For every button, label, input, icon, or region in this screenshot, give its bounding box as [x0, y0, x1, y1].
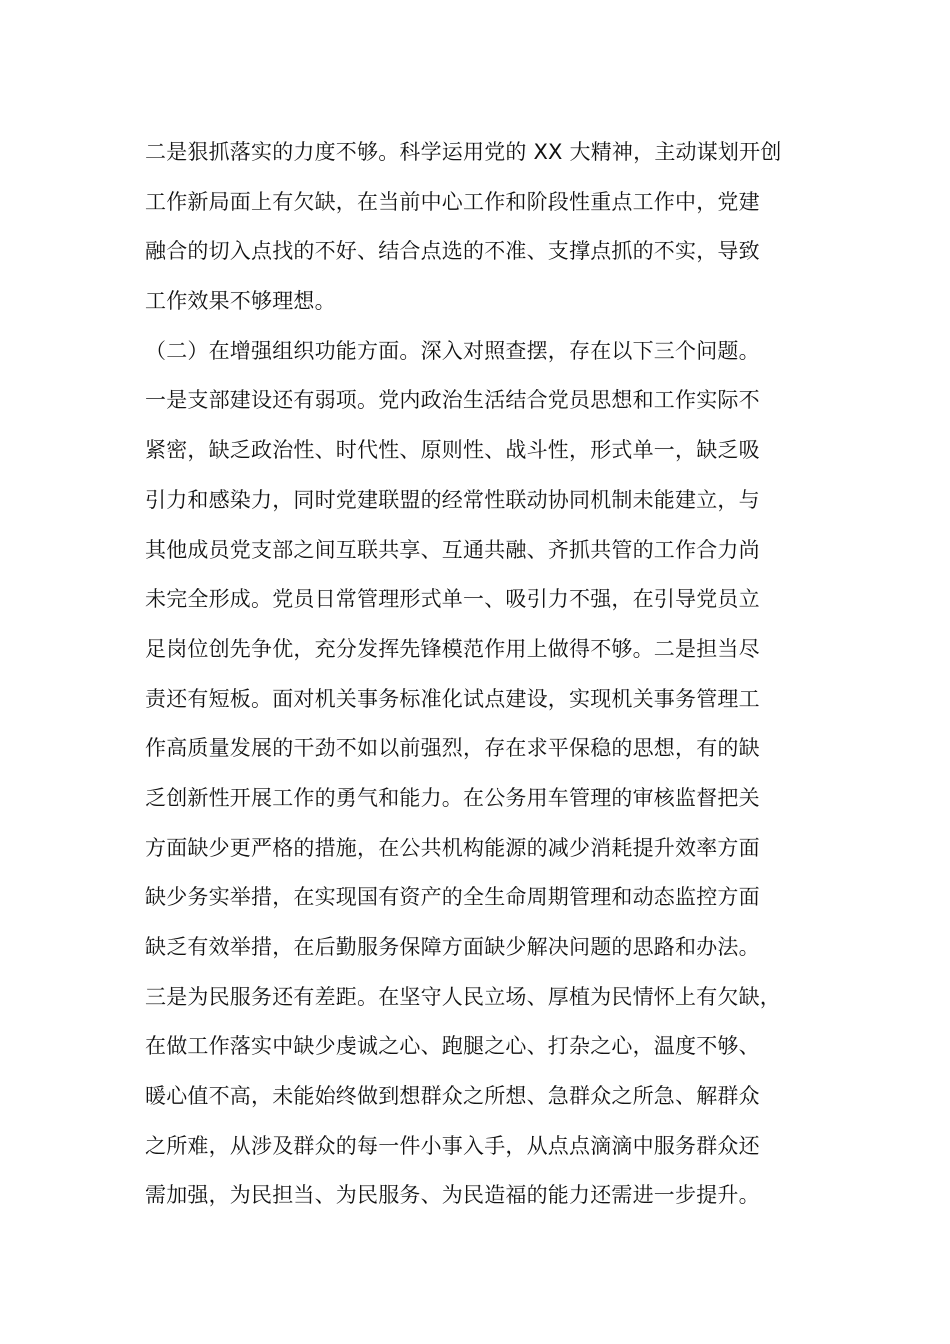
text-line: 暖心值不高，未能始终做到想群众之所想、急群众之所急、解群众 — [145, 1084, 760, 1109]
text-line: 缺乏有效举措，在后勤服务保障方面缺少解决问题的思路和办法。 — [145, 935, 760, 959]
text-line: 责还有短板。面对机关事务标准化试点建设，实现机关事务管理工 — [145, 686, 760, 711]
text-line: 之所难，从涉及群众的每一件小事入手，从点点滴滴中服务群众还 — [145, 1133, 760, 1158]
text-line: 未完全形成。党员日常管理形式单一、吸引力不强，在引导党员立 — [145, 587, 760, 612]
text-line: 其他成员党支部之间互联共享、互通共融、齐抓共管的工作合力尚 — [145, 537, 760, 562]
text-line: 融合的切入点找的不好、结合点选的不准、支撑点抓的不实，导致 — [145, 239, 760, 264]
text-line: 乏创新性开展工作的勇气和能力。在公务用车管理的审核监督把关 — [145, 785, 760, 810]
text-line: 在做工作落实中缺少虔诚之心、跑腿之心、打杂之心，温度不够、 — [145, 1034, 760, 1059]
text-line: 一是支部建设还有弱项。党内政治生活结合党员思想和工作实际不 — [145, 388, 760, 413]
text-line: 方面缺少更严格的措施，在公共机构能源的减少消耗提升效率方面 — [145, 835, 760, 860]
text-line: 足岗位创先争优，充分发挥先锋模范作用上做得不够。二是担当尽 — [145, 636, 760, 661]
text-line: 工作效果不够理想。 — [145, 289, 336, 314]
text-line: 三是为民服务还有差距。在坚守人民立场、厚植为民情怀上有欠缺， — [145, 984, 781, 1009]
text-line: 紧密，缺乏政治性、时代性、原则性、战斗性，形式单一，缺乏吸 — [145, 438, 760, 463]
document-body — [145, 128, 845, 1221]
text-line: 作高质量发展的干劲不如以前强烈，存在求平保稳的思想，有的缺 — [145, 736, 760, 761]
section-heading: （二）在增强组织功能方面。深入对照查摆，存在以下三个问题。 — [145, 338, 760, 363]
text-line: 二是狠抓落实的力度不够。科学运用党的 XX 大精神，主动谋划开创 — [145, 140, 782, 164]
text-line: 引力和感染力，同时党建联盟的经常性联动协同机制未能建立，与 — [145, 487, 760, 512]
text-line: 工作新局面上有欠缺，在当前中心工作和阶段性重点工作中，党建 — [145, 189, 760, 214]
text-line: 缺少务实举措，在实现国有资产的全生命周期管理和动态监控方面 — [145, 885, 760, 910]
text-line: 需加强，为民担当、为民服务、为民造福的能力还需进一步提升。 — [145, 1183, 760, 1208]
